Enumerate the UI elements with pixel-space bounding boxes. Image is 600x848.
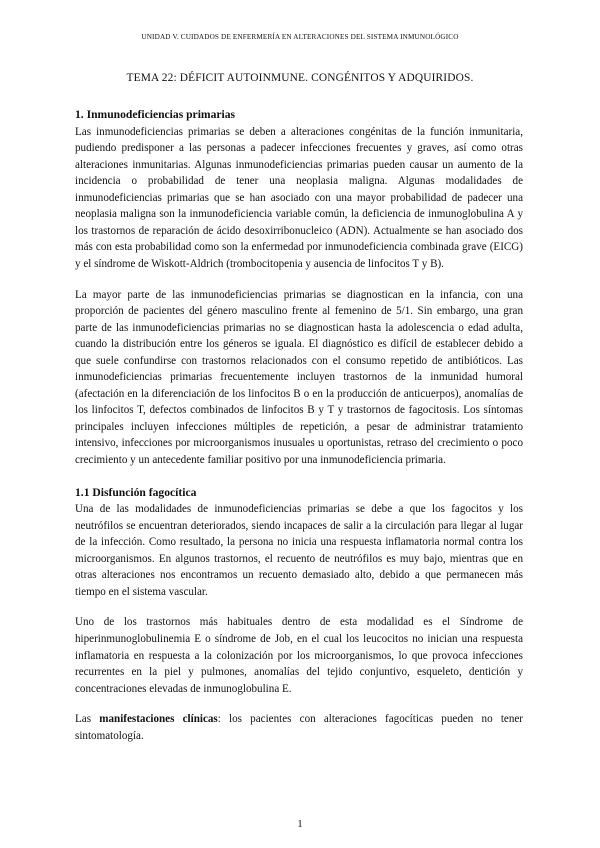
running-header: UNIDAD V. CUIDADOS DE ENFERMERÍA EN ALTERACIONES DEL SISTEMA INMUNOLÓGICO bbox=[141, 33, 459, 41]
page-content bbox=[75, 107, 523, 744]
clinical-manifestations-term: manifestaciones clínicas bbox=[99, 713, 218, 726]
section-1-1-heading: 1.1 Disfunción fagocítica bbox=[75, 485, 197, 499]
section-1-1-paragraph-1: Una de las modalidades de inmunodeficiencias primarias se debe a que los fagocitos y los neutrófilos se encuentran deteriorados, siendo incapaces de salir a la circulación para llegar al lugar de la infección. Como resultado, la persona no inicia una respuesta inflamatoria normal contra los microorganismos. En algunos trastornos, el recuento de neutrófilos es muy bajo, mientras que en otras alteraciones nos encontramos un recuento demasiado alto, debido a que permanecen más tiempo en el sistema vascular. bbox=[75, 503, 523, 598]
paragraph-3-lead: Las bbox=[75, 713, 100, 726]
page-number: 1 bbox=[297, 818, 303, 830]
section-1-1-paragraph-3 bbox=[75, 711, 523, 744]
section-1-paragraph-2: La mayor parte de las inmunodeficiencias primarias se diagnostican en la infancia, con una proporción de pacientes del género masculino frente al femenino de 5/1. Sin embargo, una gran parte de las inmunodeficiencias primarias no se diagnostican hasta la adolescencia o edad adulta, cuando la distribución entre los géneros se iguala. El diagnóstico es difícil de establecer debido a que suele confundirse con trastornos relacionados con el consumo repetido de antibióticos. Las inmunodeficiencias primarias frecuentemente incluyen trastornos de la inmunidad humoral (afectación en la diferenciación de los linfocitos B o en la producción de anticuerpos), anomalías de los linfocitos T, defectos combinados de linfocitos B y T y trastornos de fagocitosis. Los síntomas principales incluyen infecciones múltiples de repetición, a pesar de administrar tratamiento intensivo, infecciones por microorganismos inusuales u oportunistas, retraso del crecimiento o poco crecimiento y un antecedente familiar positivo por una inmunodeficiencia primaria. bbox=[75, 288, 523, 466]
section-1-1-paragraph-2: Uno de los trastornos más habituales dentro de esta modalidad es el Síndrome de hiperinmunoglobulinemia E o síndrome de Job, en el cual los leucocitos no inician una respuesta inflamatoria en respuesta a la colonización por los microorganismos, lo que provoca infecciones recurrentes en la piel y pulmones, anomalías del tejido conjuntivo, esqueleto, dentición y concentraciones elevadas de inmunoglobulina E. bbox=[75, 616, 523, 695]
paragraph-3-rest: : los pacientes con alteraciones fagocíticas pueden no tener sintomatología. bbox=[75, 713, 523, 742]
section-1-heading: 1. Inmunodeficiencias primarias bbox=[75, 108, 236, 121]
section-1-paragraph-1: Las inmunodeficiencias primarias se deben a alteraciones congénitas de la función inmunitaria, pudiendo predisponer a las personas a padecer infecciones frecuentes y graves, así como otras alteraciones inmunitarias. Algunas inmunodeficiencias primarias pueden causar un aumento de la incidencia o probabilidad de tener una neoplasia maligna. Algunas modalidades de inmunodeficiencias primarias que se han asociado con una mayor probabilidad de padecer una neoplasia maligna son la inmunodeficiencia variable común, la deficiencia de inmunoglobulina A y los trastornos de reparación de ácido desoxirribonucleico (ADN). Actualmente se han asociado dos más con esta probabilidad como son la enfermedad por inmunodeficiencia combinada grave (EICG) y el síndrome de Wiskott-Aldrich (trombocitopenia y ausencia de linfocitos T y B). bbox=[75, 125, 523, 270]
document-title: TEMA 22: DÉFICIT AUTOINMUNE. CONGÉNITOS Y ADQUIRIDOS. bbox=[126, 72, 474, 84]
